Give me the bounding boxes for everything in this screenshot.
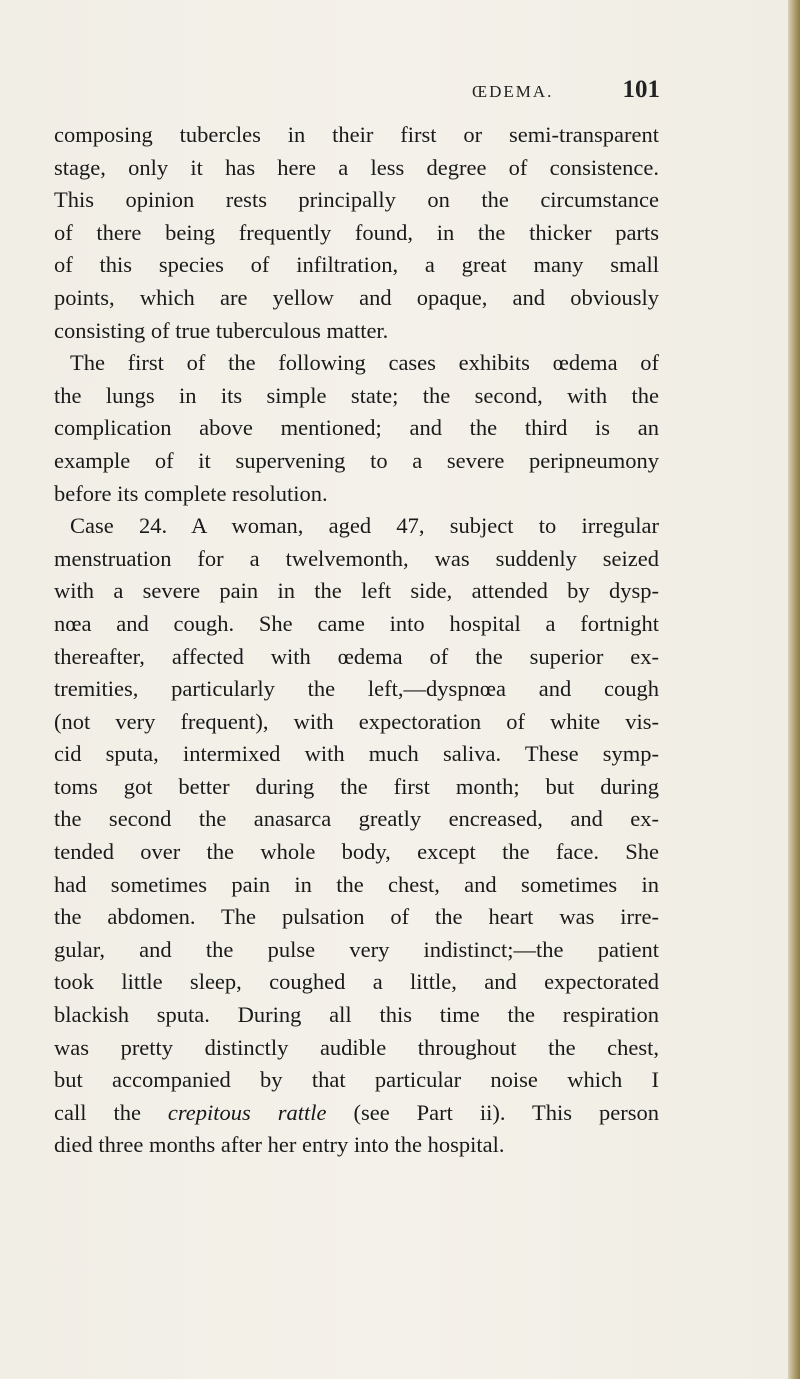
page-header (60, 76, 660, 106)
text-line: cid sputa, intermixed with much saliva. These symp- (54, 741, 659, 767)
text-line: had sometimes pain in the chest, and sometimes in (54, 871, 659, 897)
text-line: toms got better during the first month; but during (54, 773, 659, 799)
text-line: the lungs in its simple state; the second, with the (54, 382, 659, 408)
text-line: example of it supervening to a severe peripneumony (54, 447, 659, 473)
text-line: points, which are yellow and opaque, and obviously (54, 284, 659, 310)
text-line: stage, only it has here a less degree of consistence. (54, 154, 659, 180)
text-line: of this species of infiltration, a great many small (54, 252, 659, 278)
paragraph-end-line: died three months after her entry into the hospital. (54, 1132, 505, 1158)
text-line: but accompanied by that particular noise which I (54, 1067, 659, 1093)
text-line: gular, and the pulse very indistinct;—the patient (54, 936, 659, 962)
text-line: complication above mentioned; and the third is an (54, 415, 659, 441)
text-line: thereafter, affected with œdema of the superior ex- (54, 643, 659, 669)
page-binding-edge (788, 0, 800, 1379)
text-line-with-italic (54, 1097, 659, 1130)
text-line: tremities, particularly the left,—dyspnœa and cough (54, 676, 659, 702)
text-line: of there being frequently found, in the thicker parts (54, 219, 659, 245)
text-line: was pretty distinctly audible throughout the chest, (54, 1034, 659, 1060)
paragraph-end-line: consisting of true tuberculous matter. (54, 317, 389, 343)
paragraph-end-line: before its complete resolution. (54, 480, 328, 506)
line-segment: (see Part ii). This person (326, 1099, 659, 1125)
italic-term: crepitous rattle (167, 1099, 327, 1125)
line-segment: call the (54, 1099, 168, 1125)
text-line: This opinion rests principally on the circumstance (54, 187, 659, 213)
text-line: blackish sputa. During all this time the respiration (54, 1002, 659, 1028)
case-heading-line: Case 24. A woman, aged 47, subject to irregular (70, 513, 659, 539)
paragraph-start-line: The first of the following cases exhibits œdema of (70, 350, 659, 376)
text-line: the abdomen. The pulsation of the heart was irre- (54, 904, 659, 930)
text-line: (not very frequent), with expectoration of white vis- (54, 708, 659, 734)
text-line: nœa and cough. She came into hospital a fortnight (54, 610, 659, 636)
body-text (54, 119, 659, 1162)
text-line: with a severe pain in the left side, attended by dysp- (54, 578, 659, 604)
text-line: tended over the whole body, except the face. She (54, 839, 659, 865)
text-line: menstruation for a twelvemonth, was suddenly seized (54, 545, 659, 571)
text-line: composing tubercles in their first or semi-transparent (54, 122, 659, 147)
page-number: 101 (622, 76, 660, 103)
text-line: the second the anasarca greatly encreased, and ex- (54, 806, 659, 832)
running-title: ŒDEMA. (472, 82, 554, 101)
text-line: took little sleep, coughed a little, and expectorated (54, 969, 659, 995)
